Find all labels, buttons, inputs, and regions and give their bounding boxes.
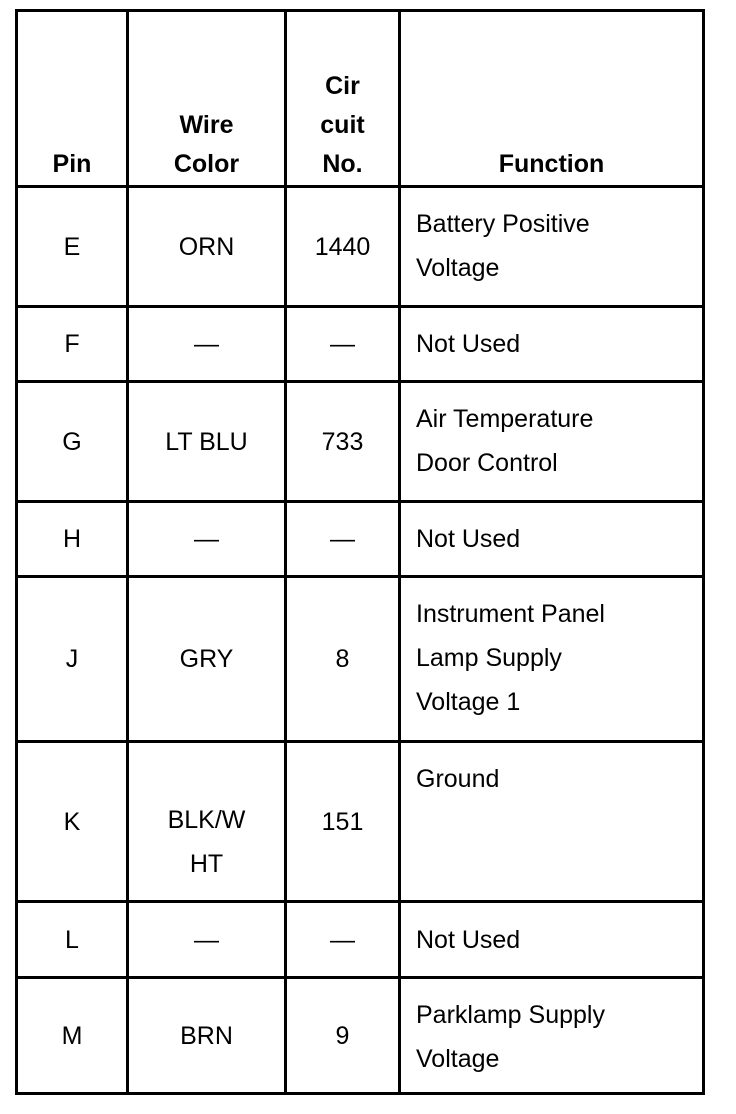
circuit-no-cell: 1440 bbox=[286, 187, 400, 307]
connector-pinout-table bbox=[15, 9, 705, 1095]
pin-cell: G bbox=[17, 382, 128, 502]
circuit-no-cell: 151 bbox=[286, 742, 400, 902]
circuit-no-cell: 9 bbox=[286, 978, 400, 1094]
header-circuit-no: Cir cuit No. bbox=[286, 11, 400, 187]
table-row bbox=[17, 577, 704, 742]
table-row bbox=[17, 382, 704, 502]
wire-color-cell: LT BLU bbox=[128, 382, 286, 502]
function-cell: Parklamp Supply Voltage bbox=[400, 978, 704, 1094]
wire-color-cell: — bbox=[128, 902, 286, 978]
table-header-row bbox=[17, 11, 704, 187]
wire-color-cell: GRY bbox=[128, 577, 286, 742]
pin-cell: L bbox=[17, 902, 128, 978]
table-row bbox=[17, 978, 704, 1094]
header-pin: Pin bbox=[17, 11, 128, 187]
circuit-no-cell: 733 bbox=[286, 382, 400, 502]
function-cell: Ground bbox=[400, 742, 704, 902]
pin-cell: K bbox=[17, 742, 128, 902]
table-row bbox=[17, 742, 704, 902]
wire-color-cell: ORN bbox=[128, 187, 286, 307]
function-cell: Not Used bbox=[400, 307, 704, 382]
circuit-no-cell: — bbox=[286, 902, 400, 978]
header-function: Function bbox=[400, 11, 704, 187]
table-row bbox=[17, 307, 704, 382]
wire-color-cell: — bbox=[128, 502, 286, 577]
wire-color-cell: BRN bbox=[128, 978, 286, 1094]
wire-color-cell: — bbox=[128, 307, 286, 382]
circuit-no-cell: — bbox=[286, 307, 400, 382]
function-cell: Air Temperature Door Control bbox=[400, 382, 704, 502]
function-cell: Not Used bbox=[400, 902, 704, 978]
table-row bbox=[17, 187, 704, 307]
pin-cell: J bbox=[17, 577, 128, 742]
circuit-no-cell: — bbox=[286, 502, 400, 577]
pin-cell: M bbox=[17, 978, 128, 1094]
header-wire-color: Wire Color bbox=[128, 11, 286, 187]
pin-cell: E bbox=[17, 187, 128, 307]
table-row bbox=[17, 502, 704, 577]
pin-cell: F bbox=[17, 307, 128, 382]
function-cell: Not Used bbox=[400, 502, 704, 577]
table-row bbox=[17, 902, 704, 978]
function-cell: Battery Positive Voltage bbox=[400, 187, 704, 307]
pin-cell: H bbox=[17, 502, 128, 577]
wire-color-cell: BLK/W HT bbox=[128, 742, 286, 902]
circuit-no-cell: 8 bbox=[286, 577, 400, 742]
function-cell: Instrument Panel Lamp Supply Voltage 1 bbox=[400, 577, 704, 742]
